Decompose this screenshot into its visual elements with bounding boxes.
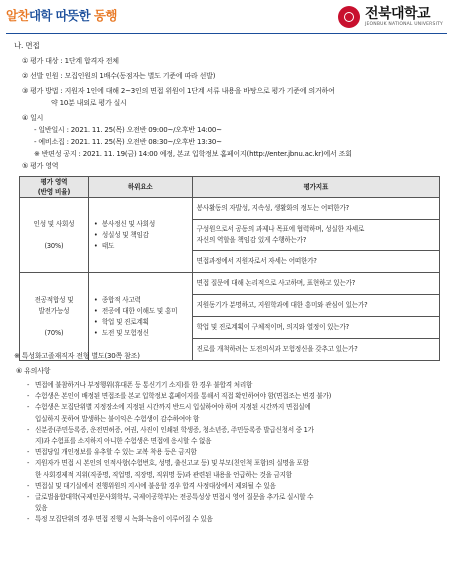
indicator-cell: 지원동기가 분명하고, 지원학과에 대한 흥미와 관심이 있는가? (192, 295, 439, 317)
list-item: - 특정 모집단위의 경우 면접 진행 시 녹화·녹음이 이루어질 수 있음 (27, 514, 447, 525)
university-name: 전북대학교 (364, 5, 431, 22)
evaluation-table (19, 176, 440, 361)
area-cell (20, 198, 89, 273)
sub-elements-cell (88, 273, 192, 361)
eval-method: ③ 평가 방법 : 지원자 1인에 대해 2~3인의 면접 위원이 1단계 서류 내용을 바탕으로 평가 기준에 의거하여 (22, 87, 335, 95)
area-name: 인성 및 사회성 (33, 219, 75, 228)
list-item: - 수험생은 본인이 배정된 면접조를 본교 입학정보 홈페이지를 통해서 직접 확인하여야 함(면접조는 변경 불가) (27, 391, 447, 402)
sub-element: • 태도 (93, 241, 188, 252)
slogan-part: 동행 (93, 8, 117, 23)
section-title: 나. 면접 (14, 41, 40, 50)
indicator-cell (192, 220, 439, 251)
header-area-line: 평가 영역 (40, 178, 68, 186)
area-name: 전공적합성 및 (34, 295, 74, 304)
sub-element: • 성실성 및 책임감 (93, 230, 188, 241)
header-indicators: 평가지표 (192, 177, 439, 198)
indicator-cell: 진로를 개척하려는 도전의식과 모험정신을 갖추고 있는가? (192, 339, 439, 361)
special-track-note: ※ 특성화고졸재직자 전형 별도(30쪽 참조) (14, 352, 140, 360)
sub-element: • 도전 및 모험정신 (93, 328, 188, 339)
cautions-list (27, 380, 447, 526)
schedule-date: - 예비소집 : 2021. 11. 25(목) 오전반 08:30~/오후반 13:30~ (34, 138, 222, 146)
schedule-date: - 일반일시 : 2021. 11. 25(목) 오전반 09:00~/오후반 14:00~ (34, 126, 222, 134)
slogan-logo (6, 6, 117, 24)
eval-area-heading: ⑤ 평가 영역 (22, 162, 59, 170)
sub-element: • 학업 및 진로계획 (93, 317, 188, 328)
selection-count: ② 선발 인원 : 모집인원의 1배수(동점자는 별도 기준에 따라 선발) (22, 72, 216, 80)
group-announcement: ※ 반편성 공지 : 2021. 11. 19(금) 14:00 예정, 본교 입학정보 홈페이지(http://enter.jbnu.ac.kr)에서 조회 (34, 150, 352, 158)
table-row (20, 273, 440, 295)
indicator-cell: 면접 질문에 대해 논리적으로 사고하며, 표현하고 있는가? (192, 273, 439, 295)
list-item-continuation: 입실하지 못하여 발생하는 불이익은 수험생이 감수하여야 함 (35, 414, 200, 423)
slogan-part: 알찬 (6, 8, 29, 23)
area-ratio: (30%) (44, 241, 64, 250)
indicator-cell: 봉사활동의 자발성, 지속성, 생활화의 정도는 어떠한가? (192, 198, 439, 220)
area-cell (20, 273, 89, 361)
list-item: - 면접실 및 대기실에서 진행위원의 지시에 불응할 경우 합격 사정대상에서 제외될 수 있음 (27, 481, 447, 492)
cautions-title: ⑥ 유의사항 (16, 367, 51, 375)
university-name-en: JEONBUK NATIONAL UNIVERSITY (364, 21, 443, 27)
sub-element: • 전공에 대한 이해도 및 흥미 (93, 306, 188, 317)
table-header-row (20, 177, 440, 198)
eval-method-cont: 약 10분 내외로 평가 실시 (51, 99, 127, 107)
list-item: - 신분증(주민등록증, 운전면허증, 여권, 사진이 인쇄된 학생증, 청소년증, 주민등록증 발급신청서 중 1가 (27, 425, 447, 436)
sub-elements-cell (88, 198, 192, 273)
slogan-part: 대학 (28, 8, 52, 23)
university-name-block (365, 7, 443, 28)
sub-element: • 봉사정신 및 사회성 (93, 219, 188, 230)
list-item: - 면접에 불참하거나 부정행위(휴대폰 등 통신기기 소지)를 한 경우 불합격 처리함 (27, 380, 447, 391)
list-item: - 지원자가 면접 시 본인의 인적사항(수험번호, 성명, 출신고교 등) 및 부모(친인척 포함)의 실명을 포함 (27, 458, 447, 469)
schedule-heading: ④ 일시 (22, 114, 44, 122)
header-divider (6, 33, 447, 34)
sub-element: • 종합적 사고력 (93, 295, 188, 306)
list-item-continuation: 한 사회경제적 지위(직종명, 직업명, 직장명, 직위명 등)과 관련된 내용을 언급하는 것을 금지함 (35, 470, 292, 479)
page-header (0, 0, 453, 34)
header-area (20, 177, 89, 198)
list-item: - 수험생은 모집단위별 지정장소에 지정된 시간까지 반드시 입실하여야 하며 지정된 시간까지 면접실에 (27, 402, 447, 413)
indicator-cell: 면접과정에서 지원자로서 자세는 어떠한가? (192, 251, 439, 273)
list-item-continuation: 있음 (35, 504, 48, 513)
list-item: - 글로벌융합대학(국제인문사회학부, 국제이공학부)는 전공특성상 면접시 영어 질문을 추가로 실시할 수 (27, 492, 447, 503)
eval-target: ① 평가 대상 : 1단계 합격자 전체 (22, 57, 119, 65)
list-item: - 면접당일 개인정보를 유추할 수 있는 교복 착용 등은 금지함 (27, 447, 447, 458)
university-logo (338, 4, 443, 30)
area-ratio: (70%) (44, 328, 64, 337)
table-row (20, 198, 440, 220)
header-area-line: (반영 비율) (37, 188, 71, 196)
area-name: 발전가능성 (38, 306, 70, 315)
indicator-line: 구성원으로서 공동의 과제나 목표에 협력하며, 성실한 자세로 (196, 225, 365, 233)
header-sub-elements: 하위요소 (88, 177, 192, 198)
university-seal-icon (338, 6, 360, 28)
indicator-line: 자신의 역할을 책임감 있게 수행하는가? (196, 236, 307, 244)
list-item-continuation: 지)과 수험표를 소지하지 아니한 수험생은 면접에 응시할 수 없음 (35, 437, 212, 446)
indicator-cell: 학업 및 진로계획이 구체적이며, 의지와 열정이 있는가? (192, 317, 439, 339)
slogan-part: 따뜻한 (51, 8, 94, 23)
